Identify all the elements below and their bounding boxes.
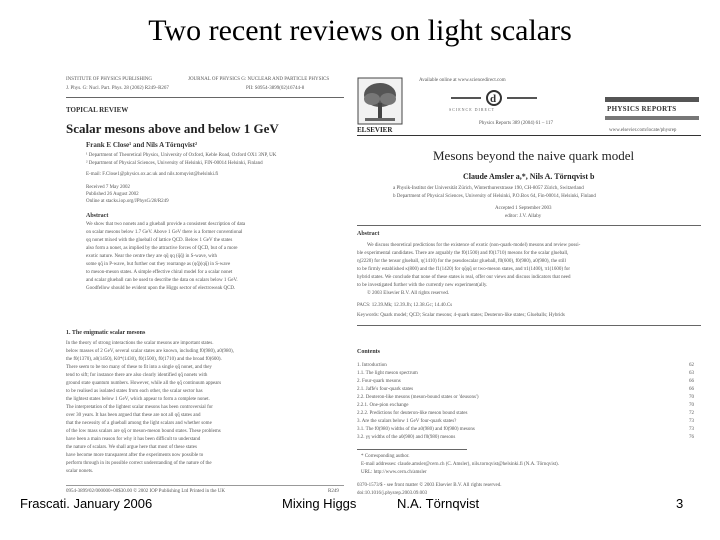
- paper2-journal-ref: Physics Reports 389 (2004) 61 – 117: [479, 121, 553, 126]
- contents-entry: 2.2. Deuteron-like mesons (meson-bound states or 'deusons'): [357, 395, 479, 400]
- paper2-url: URL: http://www.cern.ch/amsler: [361, 470, 427, 475]
- footer-talk-title: Mixing Higgs: [282, 496, 357, 511]
- contents-entry: 2. Four-quark mesons: [357, 379, 401, 384]
- publisher-mark: SCIENCE DIRECT: [449, 107, 496, 112]
- paper1-doi: PII: S0954-3899(02)16744-8: [246, 86, 305, 91]
- paper1-section1-heading: 1. The enigmatic scalar mesons: [66, 330, 146, 336]
- contents-page: 62: [689, 363, 694, 368]
- contents-entry: 1.1. The light meson spectrum: [357, 371, 418, 376]
- paper1-body-line: below masses of 2 GeV, several scalar states are known, including f0(980), a0(980),: [66, 349, 234, 354]
- paper2-keywords: Keywords: Quark model; QCD; Scalar mesons; 4-quark states; Deuteron-like states; Glueballs; Hybrids: [357, 313, 565, 318]
- paper2-abstract-line: to be firmly established κ(800) and the f1(1420) for qq̄qq̄ or two-meson states, and π1(1400), π1(1600) for: [357, 267, 571, 272]
- contents-page: 73: [689, 427, 694, 432]
- paper1-published: Published 26 August 2002: [86, 192, 139, 197]
- paper1-online: Online at stacks.iop.org/JPhysG/28/R249: [86, 199, 169, 204]
- paper1-abstract-line: on scalar mesons below 1.7 GeV. Above 1 GeV there is a former conventional: [86, 230, 243, 235]
- slide-title: Two recent reviews on light scalars: [148, 14, 572, 47]
- contents-page: 72: [689, 411, 694, 416]
- paper2-journal-url: www.elsevier.com/locate/physrep: [609, 128, 677, 133]
- contents-entry: 1. Introduction: [357, 363, 387, 368]
- paper1-body-line: of the low mass scalars are qq̄ or meson-meson bound states. These problems: [66, 429, 221, 434]
- paper1-header-left: INSTITUTE OF PHYSICS PUBLISHING: [66, 77, 152, 82]
- paper2-affiliation-a: a Physik-Institut der Universität Zürich, Winterthurerstrasse 190, CH-8057 Zürich, Switzerland: [393, 186, 584, 191]
- footer-conference: Frascati. January 2006: [20, 496, 153, 511]
- contents-page: 63: [689, 371, 694, 376]
- paper1-footer-rule: [66, 485, 344, 486]
- paper1-body-line: There seem to be too many of these to fit into a single qq̄ nonet, and they: [66, 365, 212, 370]
- elsevier-tree-logo: [357, 77, 403, 125]
- paper-amsler-tornqvist: [353, 73, 705, 505]
- svg-text:d: d: [490, 93, 497, 105]
- paper1-body-line: scalar nonets.: [66, 469, 94, 474]
- paper1-authors: Frank E Close¹ and Nils A Törnqvist²: [86, 141, 198, 149]
- contents-entry: 2.1. Jaffe's four-quark states: [357, 387, 414, 392]
- paper2-email: E-mail addresses: claude.amsler@cern.ch (C. Amsler), nils.tornqvist@helsinki.fi (N.A. Törnqvist).: [361, 462, 559, 467]
- paper1-body-line: In the theory of strong interactions the scalar mesons are important states.: [66, 341, 214, 346]
- contents-entry: 3. Are the scalars below 1 GeV four-quark states?: [357, 419, 457, 424]
- paper2-footnote-rule: [357, 449, 467, 450]
- contents-entry: 2.2.2. Predictions for deuteron-like meson bound states: [357, 411, 468, 416]
- paper1-body-line: perform through in its possible correct understanding of the nature of the: [66, 461, 212, 466]
- paper1-header-center: JOURNAL OF PHYSICS G: NUCLEAR AND PARTICLE PHYSICS: [188, 77, 330, 82]
- paper-close-tornqvist: [60, 73, 350, 505]
- paper1-abstract-line: and scalar glueball can be used to describe the data on scalars below 1 GeV.: [86, 278, 238, 283]
- paper1-body-line: over 30 years. It has been argued that these are not all qq̄ states and: [66, 413, 201, 418]
- paper1-header-rule: [66, 97, 344, 98]
- paper2-authors: Claude Amsler a,*, Nils A. Törnqvist b: [463, 172, 595, 181]
- paper2-header-rule: [357, 135, 701, 136]
- contents-page: 66: [689, 387, 694, 392]
- paper2-pacs: PACS: 12.39.Mk; 12.39.Jh; 12.38.Gc; 14.40.Cs: [357, 303, 453, 308]
- paper2-accepted: Accepted 1 September 2003: [495, 206, 552, 211]
- paper1-body-line: have become more transparent after the experiments now possible to: [66, 453, 204, 458]
- paper2-doi: doi:10.1016/j.physrep.2003.09.003: [357, 491, 428, 496]
- paper2-title: Mesons beyond the naive quark model: [433, 148, 635, 163]
- paper1-body-line: to be realised as isolated states from each other, the scalar sector has: [66, 389, 203, 394]
- paper1-abstract-line: Goodfellow should be evident upon the Higgs sector of electroweak QCD.: [86, 286, 236, 291]
- paper2-copyright-line: 0370-1573/$ - see front matter © 2003 Elsevier B.V. All rights reserved.: [357, 483, 502, 488]
- paper1-footer-left: 0954-3899/02/000000+00$30.00 © 2002 IOP Publishing Ltd Printed in the UK: [66, 489, 225, 494]
- contents-page: 70: [689, 403, 694, 408]
- paper1-body-line: the f0(1370), a0(1450), K0*(1430), f0(1500), f0(1710) and the broad f0(600).: [66, 357, 222, 362]
- paper1-body-line: that the necessity of a glueball among the light scalars and whether some: [66, 421, 212, 426]
- journal-name: PHYSICS REPORTS: [607, 105, 677, 113]
- paper2-contents-rule: [357, 325, 701, 326]
- paper2-abstract-line: ble experimental candidates. There are arguably the f0(1500) and f0(1710) mesons for the scalar glueball,: [357, 251, 569, 256]
- contents-entry: 3.2. γγ widths of the a0(980) and f0(980) mesons: [357, 435, 456, 440]
- paper2-editor: editor: J.V. Allaby: [505, 214, 542, 219]
- sciencedirect-logo: [449, 89, 539, 107]
- contents-page: 66: [689, 379, 694, 384]
- paper2-availability: Available online at www.sciencedirect.com: [419, 78, 506, 83]
- paper1-abstract-heading: Abstract: [86, 213, 109, 219]
- paper2-abstract-line: © 2003 Elsevier B.V. All rights reserved.: [367, 291, 450, 296]
- paper1-body-line: have been a main reason for why it has been difficult to understand: [66, 437, 201, 442]
- publisher-name: ELSEVIER: [357, 126, 393, 134]
- contents-page: 73: [689, 419, 694, 424]
- paper2-abstract-line: η(2220) for the tensor glueball, η(1410) for the pseudoscalar glueball, f0(600), f0(980), a0(980), the still: [357, 259, 566, 264]
- paper1-body-line: tend to sift; for instance there are also clearly identified qq̄ nonets with: [66, 373, 208, 378]
- paper1-body-line: the nature of scalars. We shall argue here that most of these states: [66, 445, 197, 450]
- paper2-affiliation-b: b Department of Physical Sciences, University of Helsinki, P.O.Box 64, Fin-00014, Helsinki, Finland: [393, 194, 596, 199]
- paper1-abstract-line: also form a nonet, as implied by the attractive forces of QCD, but of a more: [86, 246, 238, 251]
- paper2-abstract-line: We discuss theoretical predictions for the existence of exotic (non-quark-model) mesons and review possi-: [367, 243, 581, 248]
- contents-entry: 3.1. The f0(980) widths of the a0(980) and f0(980) mesons: [357, 427, 475, 432]
- paper1-section-label: TOPICAL REVIEW: [66, 106, 129, 114]
- paper1-body-line: the lightest states below 1 GeV, which appear to form a complete nonet.: [66, 397, 210, 402]
- paper2-corresponding: * Corresponding author.: [361, 454, 410, 459]
- paper2-abstract-heading: Abstract: [357, 231, 380, 237]
- paper1-abstract-line: qq nonet mixed with the glueball of lattice QCD. Below 1 GeV the states: [86, 238, 233, 243]
- paper1-affiliation2: ² Department of Physical Sciences, University of Helsinki, FIN-00014 Helsinki, Finland: [86, 161, 263, 166]
- paper1-abstract-line: We show that two nonets and a glueball provide a consistent description of data: [86, 222, 246, 227]
- contents-page: 70: [689, 395, 694, 400]
- paper1-affiliation1: ¹ Department of Theoretical Physics, University of Oxford, Keble Road, Oxford OX1 3NP, UK: [86, 153, 277, 158]
- footer-author: N.A. Törnqvist: [397, 496, 480, 511]
- paper1-body-line: The interpretation of the lightest scalar mesons has been controversial for: [66, 405, 213, 410]
- paper1-body-line: ground state quantum numbers. However, while all the qq̄ continuum appears: [66, 381, 222, 386]
- paper1-received: Received 7 May 2002: [86, 185, 131, 190]
- contents-page: 76: [689, 435, 694, 440]
- contents-entry: 2.2.1. One-pion exchange: [357, 403, 409, 408]
- paper2-abstract-line: hybrid states. We conclude that none of these states is real, offer our views and discuss indicators that need: [357, 275, 571, 280]
- paper1-emails: E-mail: F.Close1@physics.ox.ac.uk and nils.tornqvist@helsinki.fi: [86, 172, 219, 177]
- paper2-abstract-line: to be investigated further with the currently new experiment(ally.: [357, 283, 488, 288]
- paper1-footer-right: R249: [328, 489, 339, 494]
- paper2-contents-heading: Contents: [357, 349, 381, 355]
- paper1-abstract-line: to meson-meson states. A simple effective chiral model for a scalar nonet: [86, 270, 233, 275]
- paper1-abstract-line: some qq̄ in P-wave, but further out they rearrange as (qq̄)(qq̄) in S-wave: [86, 262, 231, 267]
- footer-page-number: 3: [676, 496, 684, 511]
- paper2-abstract-rule: [357, 225, 701, 226]
- paper1-abstract-line: exotic nature. Near the centre they are qq̄ qq (q̄q̄) in S-wave, with: [86, 254, 218, 259]
- paper1-title: Scalar mesons above and below 1 GeV: [66, 121, 279, 136]
- paper1-journal-ref: J. Phys. G: Nucl. Part. Phys. 28 (2002) R249–R267: [66, 86, 169, 91]
